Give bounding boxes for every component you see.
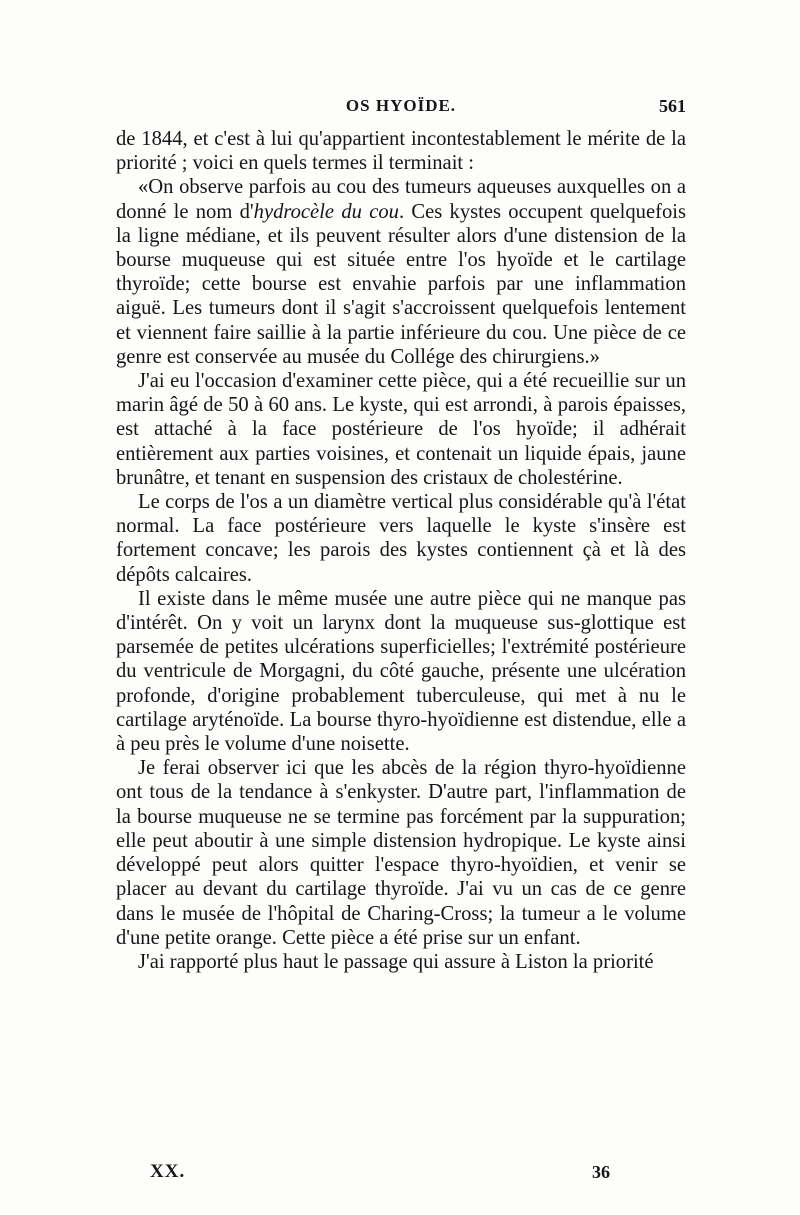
paragraph-1: de 1844, et c'est à lui qu'appartient incontestablement le mérite de la priorité ; voici en quels termes il terminait : <box>116 128 686 175</box>
quote-italic-term: hydrocèle du cou <box>253 200 399 223</box>
running-head <box>116 96 686 122</box>
running-title: OS HYOÏDE. <box>345 96 457 115</box>
paragraph-6: Je ferai observer ici que les abcès de la région thyro-hyoïdienne ont tous de la tendance à s'enkyster. D'autre part, l'inflammation de la bourse muqueuse ne se termine pas forcément par la suppuration; elle peut aboutir à une simple distension hydropique. Le kyste ainsi développé peut alors quitter l'espace thyro-hyoïdien, et venir se placer au devant du cartilage thyroïde. J'ai vu un cas de ce genre dans le musée de l'hôpital de Charing-Cross; la tumeur a le volume d'une petite orange. Cette pièce a été prise sur un enfant. <box>116 757 686 949</box>
paragraph-7: J'ai rapporté plus haut le passage qui assure à Liston la priorité <box>138 950 654 973</box>
paragraph-4: Le corps de l'os a un diamètre vertical plus considérable qu'à l'état normal. La face postérieure vers laquelle le kyste s'insère est fortement concave; les parois des kystes contiennent çà et là des dépôts calcaires. <box>116 491 686 586</box>
quote-opening: «On observe parfois au cou des tumeurs aqueuses auxquelles on a donné le nom d' <box>116 176 686 223</box>
sheet-number: 36 <box>592 1162 610 1182</box>
page-number: 561 <box>659 96 686 116</box>
paragraph-quote <box>116 175 686 369</box>
body-text <box>116 127 686 974</box>
paragraph-3: J'ai eu l'occasion d'examiner cette pièce, qui a été recueillie sur un marin âgé de 50 à 60 ans. Le kyste, qui est arrondi, à parois épaisses, est attaché à la face postérieure de l'os hyoïde; il adhérait entièrement aux parties voisines, et contenait un liquide épais, jaune brunâtre, et tenant en suspension des cristaux de cholestérine. <box>116 370 686 489</box>
quote-continuation: . Ces kystes occupent quelquefois la ligne médiane, et ils peuvent résulter alors d'une distension de la bourse muqueuse qui est située entre l'os hyoïde et le cartilage thyroïde; cette bourse est envahie parfois par une inflammation aiguë. Les tumeurs dont il s'agit s'accroissent quelquefois lentement et viennent faire saillie à la partie inférieure du cou. Une pièce de ce genre est conservée au musée du Collége des chirurgiens.» <box>116 200 686 368</box>
signature-mark: XX. <box>150 1161 186 1182</box>
paragraph-5: Il existe dans le même musée une autre pièce qui ne manque pas d'intérêt. On y voit un larynx dont la muqueuse sus-glottique est parsemée de petites ulcérations superficielles; l'extrémité postérieure du ventricule de Morgagni, du côté gauche, présente une ulcération profonde, d'origine probablement tuberculeuse, qui met à nu le cartilage aryténoïde. La bourse thyro-hyoïdienne est distendue, elle a à peu près le volume d'une noisette. <box>116 587 686 756</box>
